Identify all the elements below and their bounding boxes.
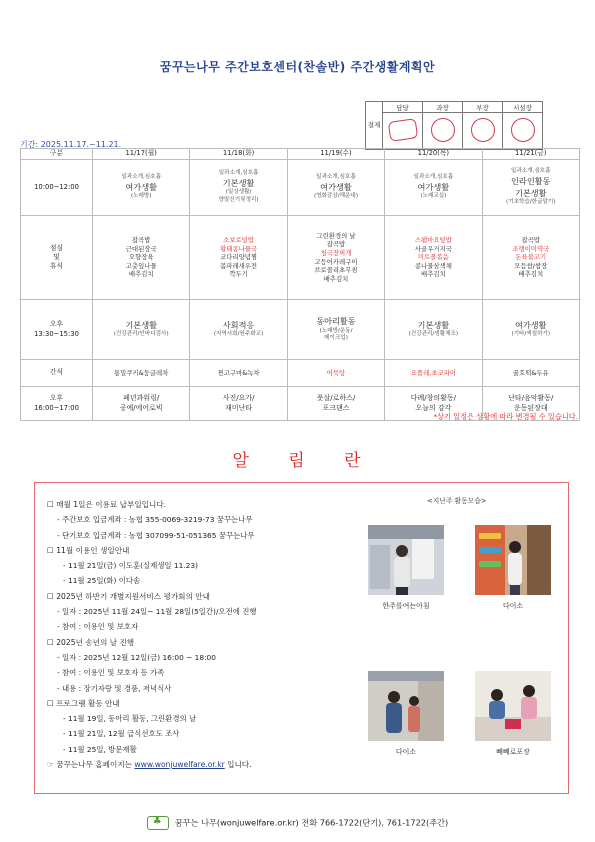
- notice-item: ☐ 매월 1일은 이용료 납부일입니다.: [47, 500, 167, 509]
- menu-item: 조랭이미역국: [512, 244, 550, 253]
- notice-item: - 11월 25일(화) 이다솜: [63, 576, 141, 586]
- menu-item: 모듬쌈/쌈장: [514, 261, 548, 270]
- lunch-row: [21, 216, 580, 300]
- afternoon-cell: 기본생활 (건강관리/생활체조): [385, 300, 482, 360]
- snack-cell: 찐고구마&녹차: [190, 360, 287, 387]
- afternoon-cell: 사회적응 (지역사회/원주화교): [190, 300, 287, 360]
- approval-label: 결재: [366, 102, 383, 150]
- menu-item: 배추김치: [421, 270, 446, 279]
- photo-caption: 다이소: [395, 748, 417, 756]
- notice-item: - 11월 21일(금) 이도훈(실제생일 11.23): [63, 561, 198, 571]
- notice-title: 알 림 란: [232, 451, 363, 471]
- menu-item: 황태콩나물국: [220, 244, 258, 253]
- menu-item: 잡곡밥: [521, 235, 541, 244]
- document-title: 꿈꾸는나무 주간보호센터(찬솔반) 주간생활계획안: [159, 60, 436, 74]
- signature-stamp: [463, 113, 503, 150]
- menu-item: 사골우거지국: [414, 244, 452, 253]
- menu-item: 근대된장국: [125, 244, 157, 253]
- notice-item: - 11월 25일, 방문재활: [63, 744, 137, 754]
- notice-item: ☐ 11월 이용인 생일안내: [47, 545, 130, 555]
- table-header-row: [21, 149, 580, 160]
- menu-item: 스팸마요덮밥: [414, 235, 452, 244]
- snack-cell: 통밀쿠키&둥글레차: [93, 360, 190, 387]
- late-program-cell: 페년과워링/ 공예/에어로빅: [93, 387, 190, 421]
- activity-photo: [475, 671, 551, 741]
- notice-list: [47, 497, 367, 772]
- lunch-menu-cell: [482, 216, 579, 300]
- notice-item: ☐ 프로그램 활동 안내: [47, 698, 120, 708]
- approval-header: 과장: [423, 102, 463, 113]
- morning-row: [21, 160, 580, 216]
- menu-item: 배추김치: [518, 270, 544, 279]
- menu-item: 돈육불고기: [515, 253, 547, 262]
- approval-box: [365, 101, 543, 150]
- snack-row: [21, 360, 580, 387]
- notice-item: ☐ 2025년 송년의 날 진행: [47, 637, 135, 647]
- morning-cell: 일과소개,심호흡 여가생활 (노래교실): [385, 160, 482, 216]
- lunch-menu-cell: [93, 216, 190, 300]
- snack-cell: 어묵탕: [287, 360, 384, 387]
- schedule-note: *상기 일정은 상황에 따라 변경될 수 있습니다.: [433, 412, 578, 421]
- notice-item: - 단기보호 입금계좌 : 농협 307099-51-051365 꿈꾸는나무: [57, 530, 255, 540]
- lunch-menu-cell: [385, 216, 482, 300]
- activity-photo: [475, 525, 551, 595]
- weekly-schedule-table: [20, 148, 580, 421]
- signature-stamp: [503, 113, 543, 150]
- photo-caption: 다이소: [502, 602, 524, 610]
- menu-item: 청국장찌개: [320, 248, 352, 257]
- menu-item: 배추김치: [323, 274, 349, 283]
- menu-item: 잡곡밥: [326, 240, 346, 249]
- afternoon-cell: 동아리활동 (노래방/운동/ 메이크업): [287, 300, 384, 360]
- snack-label: 간식: [21, 360, 93, 387]
- lunch-label: 점심 및 휴식: [21, 216, 93, 300]
- footer-contact: 꿈꾸는 나무(wonjuwelfare.or.kr) 전화 766-1722(단기), 761-1722(주간): [174, 817, 449, 828]
- time-label: 오후 13:30~15:30: [21, 300, 93, 360]
- notice-item: - 주간보호 입금계좌 : 농협 355-0069-3219-73 꿈꾸는나무: [57, 515, 253, 525]
- late-program-cell: 사진/요가/ 재미난타: [190, 387, 287, 421]
- notice-item: - 참여 : 이용인 및 보호자 등 가족: [57, 668, 165, 678]
- menu-item: 미트볼볶음: [417, 253, 449, 262]
- day-header: 11/19(수): [287, 149, 384, 160]
- time-label: 오후 16:00~17:00: [21, 387, 93, 421]
- morning-cell: 일과소개,심호흡 인라인활동 기본생활 (기초학습/한글알기): [482, 160, 579, 216]
- late-program-cell: 풋살/로하스/ 포크댄스: [287, 387, 384, 421]
- afternoon-row: [21, 300, 580, 360]
- footer: [0, 816, 595, 830]
- menu-item: 고춧잎나물: [125, 261, 157, 270]
- schedule-period: 기간: 2025.11.17.~11.21.: [20, 140, 122, 149]
- menu-item: 배추김치: [128, 270, 154, 279]
- morning-cell: 일과소개,심호흡 기본생활 (일상생활/ 양말신기및정리): [190, 160, 287, 216]
- photo-caption: 한주를여는아침: [382, 602, 430, 610]
- center-logo-icon: [147, 816, 169, 830]
- notice-item: - 11월 19일, 동아리 활동, 그린환경의 날: [63, 714, 197, 724]
- day-header: 11/20(목): [385, 149, 482, 160]
- morning-cell: 일과소개,심호흡 여가생활 (노래방): [93, 160, 190, 216]
- afternoon-cell: 여가생활 (기타/색칠하기): [482, 300, 579, 360]
- gallery-title: <지난주 활동모습>: [427, 497, 487, 505]
- notice-box: [34, 482, 569, 794]
- lunch-menu-cell: [190, 216, 287, 300]
- menu-item: 그린환경의 날: [316, 231, 356, 240]
- photo-caption: 빼빼로포장: [496, 748, 530, 756]
- homepage-link[interactable]: www.wonjuwelfare.or.kr: [134, 760, 225, 770]
- menu-item: 오향장육: [128, 253, 154, 262]
- menu-item: 깍두기: [229, 270, 248, 279]
- corner-cell: 구분: [21, 149, 93, 160]
- menu-item: 고등어카레구이: [314, 257, 358, 266]
- snack-cell: 꿀호떡&두유: [482, 360, 579, 387]
- late-program-cell: 난타/음악활동/ 운동된장대: [482, 387, 579, 421]
- activity-photo: [368, 525, 444, 595]
- approval-header: 담당: [383, 102, 423, 113]
- menu-item: 소보로덮밥: [223, 235, 255, 244]
- menu-item: 몸파래새우전: [220, 261, 258, 270]
- notice-item: - 참여 : 이용인 및 보호자: [57, 622, 139, 632]
- day-header: 11/17(월): [93, 149, 190, 160]
- menu-item: 잡곡밥: [131, 235, 151, 244]
- day-header: 11/18(화): [190, 149, 287, 160]
- notice-item: - 내용 : 장기자랑 및 경품, 저녁식사: [57, 683, 172, 693]
- lunch-menu-cell: [287, 216, 384, 300]
- menu-item: 브로콜리초무침: [314, 266, 358, 275]
- approval-header: 시설장: [503, 102, 543, 113]
- snack-cell: 요플레,초코파이: [385, 360, 482, 387]
- approval-header: 부장: [463, 102, 503, 113]
- activity-photo: [368, 671, 444, 741]
- notice-item: - 11월 21일, 12월 급식선호도 조사: [63, 729, 180, 739]
- notice-item: - 일자 : 2025년 11월 24일~ 11월 28일(5일간)/오전에 진행: [57, 607, 257, 617]
- afternoon-cell: 기본생활 (건강관리/인바디검사): [93, 300, 190, 360]
- day-header: 11/21(금): [482, 149, 579, 160]
- menu-item: 콩나물삼색채: [414, 261, 452, 270]
- homepage-line: ☞ 꿈꾸는나무 홈페이지는 www.wonjuwelfare.or.kr 입니다.: [47, 760, 252, 770]
- notice-item: - 일자 : 2025년 12월 12일(금) 16:00 ~ 18:00: [57, 652, 216, 662]
- menu-item: 코다리양념찜: [220, 253, 258, 262]
- signature-stamp: [423, 113, 463, 150]
- late-program-cell: 다례/창의활동/ 오늘의 감각: [385, 387, 482, 421]
- notice-item: ☐ 2025년 하반기 개별지원서비스 평가회의 안내: [47, 591, 210, 601]
- signature-stamp: [383, 113, 423, 150]
- time-label: 10:00~12:00: [21, 160, 93, 216]
- morning-cell: 일과소개,심호흡 여가생활 (영화감상/해운대): [287, 160, 384, 216]
